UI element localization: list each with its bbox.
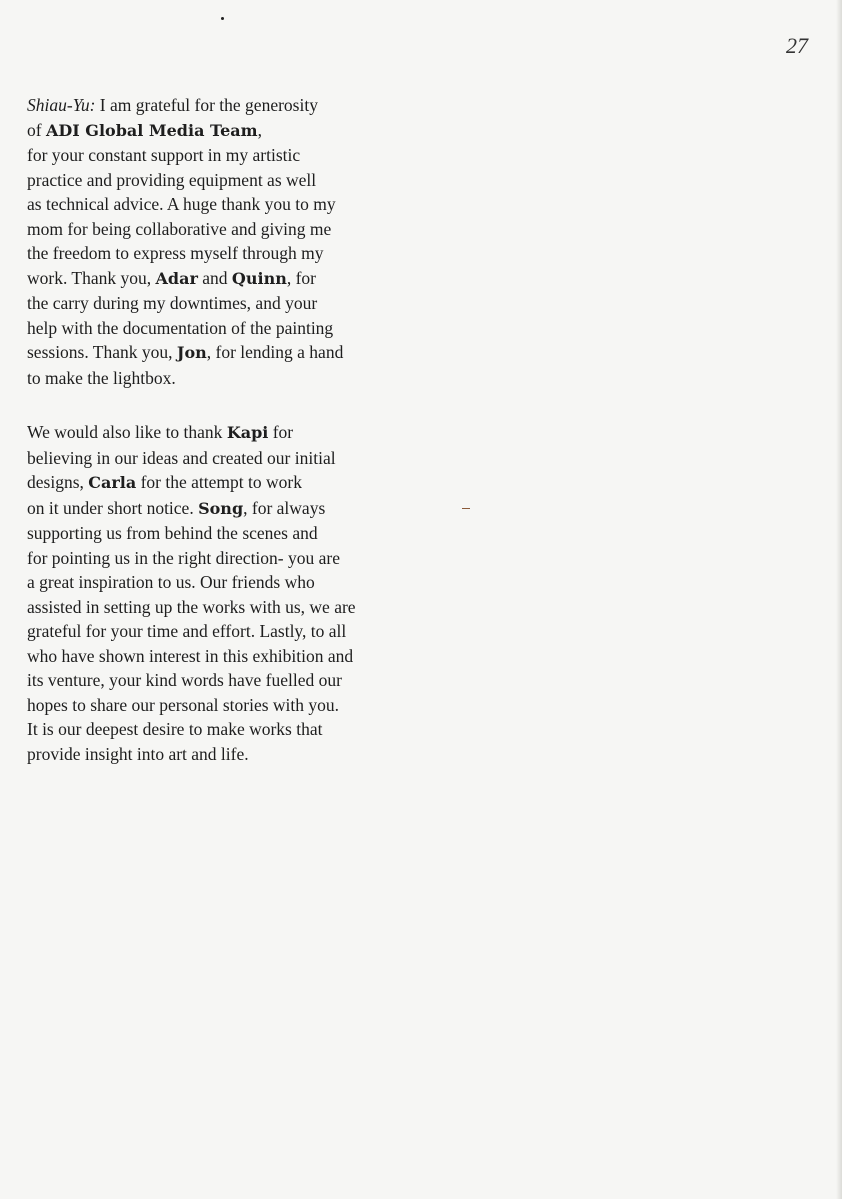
thanked-name: Jon xyxy=(176,343,207,362)
text-line: supporting us from behind the scenes and xyxy=(27,523,318,543)
page-edge xyxy=(836,0,842,1199)
text-line: as technical advice. A huge thank you to my xyxy=(27,194,336,214)
text-line: assisted in setting up the works with us, we are xyxy=(27,596,356,617)
text-line: the freedom to express myself through my xyxy=(27,243,324,263)
thanked-name: Carla xyxy=(88,473,137,492)
page-number: 27 xyxy=(786,33,808,58)
thanked-name: Adar xyxy=(155,268,198,288)
print-speck xyxy=(221,17,224,20)
text-line: grateful for your time and effort. Lastly, to all xyxy=(27,621,347,641)
text-line: believing in our ideas and created our initial xyxy=(27,447,336,468)
text-line: of ADI Global Media Team, xyxy=(27,119,262,140)
text-line: Shiau-Yu: I am grateful for the generosity xyxy=(27,95,318,115)
text-line: on it under short notice. Song, for always xyxy=(27,497,326,518)
thanked-name: Song xyxy=(198,498,244,518)
thanked-name: ADI Global Media Team xyxy=(45,120,258,140)
text-line: help with the documentation of the painting xyxy=(27,317,334,338)
text-line: hopes to share our personal stories with you. xyxy=(27,694,340,715)
thanked-name: Kapi xyxy=(226,423,269,442)
text-line: sessions. Thank you, Jon, for lending a hand xyxy=(27,342,344,362)
text-line: for pointing us in the right direction- you are xyxy=(27,547,340,568)
paragraph-shiau-yu xyxy=(27,93,417,390)
text-line: to make the lightbox. xyxy=(27,367,176,388)
text-line: the carry during my downtimes, and your xyxy=(27,293,318,313)
speaker-name: Shiau-Yu: xyxy=(27,95,96,115)
text-line: work. Thank you, Adar and Quinn, for xyxy=(27,267,316,288)
text-line: its venture, your kind words have fuelled our xyxy=(27,670,342,690)
text-line: mom for being collaborative and giving me xyxy=(27,218,332,239)
text-line: It is our deepest desire to make works that xyxy=(27,719,323,739)
text-line: practice and providing equipment as well xyxy=(27,169,317,190)
print-mark xyxy=(462,508,470,509)
text-line: who have shown interest in this exhibition and xyxy=(27,645,354,666)
text-line: provide insight into art and life. xyxy=(27,743,249,764)
paragraph-shared-thanks xyxy=(27,420,417,766)
thanked-name: Quinn xyxy=(231,268,287,288)
text-line: designs, Carla for the attempt to work xyxy=(27,472,302,492)
text-line: for your constant support in my artistic xyxy=(27,145,301,165)
text-line: a great inspiration to us. Our friends who xyxy=(27,572,315,592)
text-line: We would also like to thank Kapi for xyxy=(27,422,294,442)
